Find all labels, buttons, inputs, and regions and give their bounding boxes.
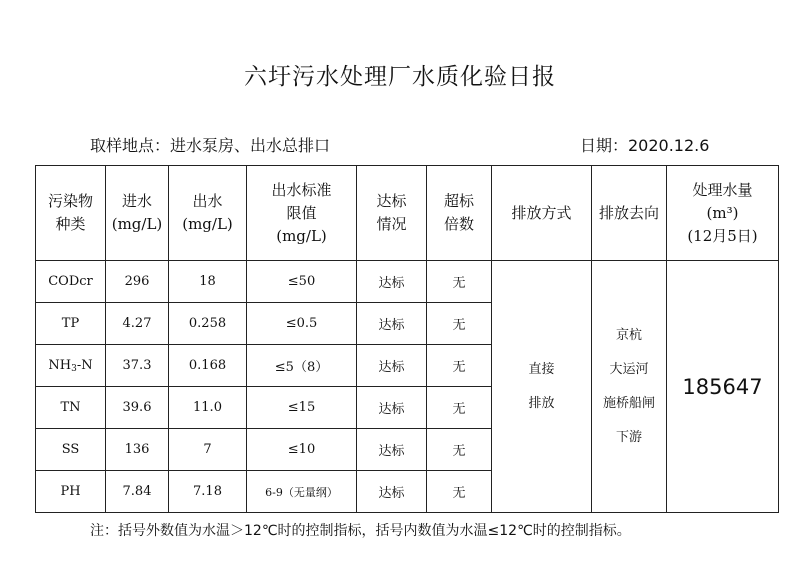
outflow-value: 0.168 bbox=[169, 345, 247, 387]
pollutant-name: TN bbox=[36, 387, 106, 429]
outflow-value: 0.258 bbox=[169, 303, 247, 345]
header-standard: 出水标准 限值 (mg/L) bbox=[247, 166, 357, 261]
inflow-value: 37.3 bbox=[106, 345, 169, 387]
exceed-multiple: 无 bbox=[427, 429, 492, 471]
exceed-multiple: 无 bbox=[427, 303, 492, 345]
standard-value: 6-9（无量纲） bbox=[247, 471, 357, 513]
standard-value: ≤5（8） bbox=[247, 345, 357, 387]
header-compliance: 达标 情况 bbox=[357, 166, 427, 261]
standard-value: ≤0.5 bbox=[247, 303, 357, 345]
outflow-value: 7 bbox=[169, 429, 247, 471]
sampling-location: 取样地点：进水泵房、出水总排口 bbox=[90, 136, 331, 155]
footnote: 注：括号外数值为水温＞12℃时的控制指标，括号内数值为水温≤12℃时的控制指标。 bbox=[90, 523, 631, 539]
treated-volume: 185647 bbox=[667, 261, 779, 513]
header-destination: 排放去向 bbox=[592, 166, 667, 261]
compliance-status: 达标 bbox=[357, 387, 427, 429]
compliance-status: 达标 bbox=[357, 261, 427, 303]
outflow-value: 7.18 bbox=[169, 471, 247, 513]
discharge-method: 直接 排放 bbox=[492, 261, 592, 513]
header-exceed: 超标 倍数 bbox=[427, 166, 492, 261]
standard-value: ≤15 bbox=[247, 387, 357, 429]
inflow-value: 39.6 bbox=[106, 387, 169, 429]
discharge-destination: 京杭 大运河 施桥船闸 下游 bbox=[592, 261, 667, 513]
header-outflow: 出水 (mg/L) bbox=[169, 166, 247, 261]
inflow-value: 7.84 bbox=[106, 471, 169, 513]
pollutant-name: SS bbox=[36, 429, 106, 471]
inflow-value: 296 bbox=[106, 261, 169, 303]
standard-value: ≤10 bbox=[247, 429, 357, 471]
pollutant-name: CODcr bbox=[36, 261, 106, 303]
header-row bbox=[36, 166, 779, 261]
outflow-value: 11.0 bbox=[169, 387, 247, 429]
inflow-value: 4.27 bbox=[106, 303, 169, 345]
outflow-value: 18 bbox=[169, 261, 247, 303]
pollutant-name: TP bbox=[36, 303, 106, 345]
header-pollutant: 污染物 种类 bbox=[36, 166, 106, 261]
exceed-multiple: 无 bbox=[427, 471, 492, 513]
compliance-status: 达标 bbox=[357, 429, 427, 471]
table-row bbox=[36, 261, 779, 303]
header-inflow: 进水 (mg/L) bbox=[106, 166, 169, 261]
water-quality-table bbox=[35, 165, 779, 513]
header-method: 排放方式 bbox=[492, 166, 592, 261]
header-volume: 处理水量 (m³) (12月5日) bbox=[667, 166, 779, 261]
exceed-multiple: 无 bbox=[427, 261, 492, 303]
compliance-status: 达标 bbox=[357, 303, 427, 345]
pollutant-name: PH bbox=[36, 471, 106, 513]
pollutant-name: $NH_3-N$ bbox=[36, 345, 106, 387]
compliance-status: 达标 bbox=[357, 345, 427, 387]
exceed-multiple: 无 bbox=[427, 387, 492, 429]
report-date: 日期：2020.12.6 bbox=[580, 136, 710, 155]
exceed-multiple: 无 bbox=[427, 345, 492, 387]
compliance-status: 达标 bbox=[357, 471, 427, 513]
standard-value: ≤50 bbox=[247, 261, 357, 303]
inflow-value: 136 bbox=[106, 429, 169, 471]
report-title: 六圩污水处理厂水质化验日报 bbox=[244, 64, 556, 90]
